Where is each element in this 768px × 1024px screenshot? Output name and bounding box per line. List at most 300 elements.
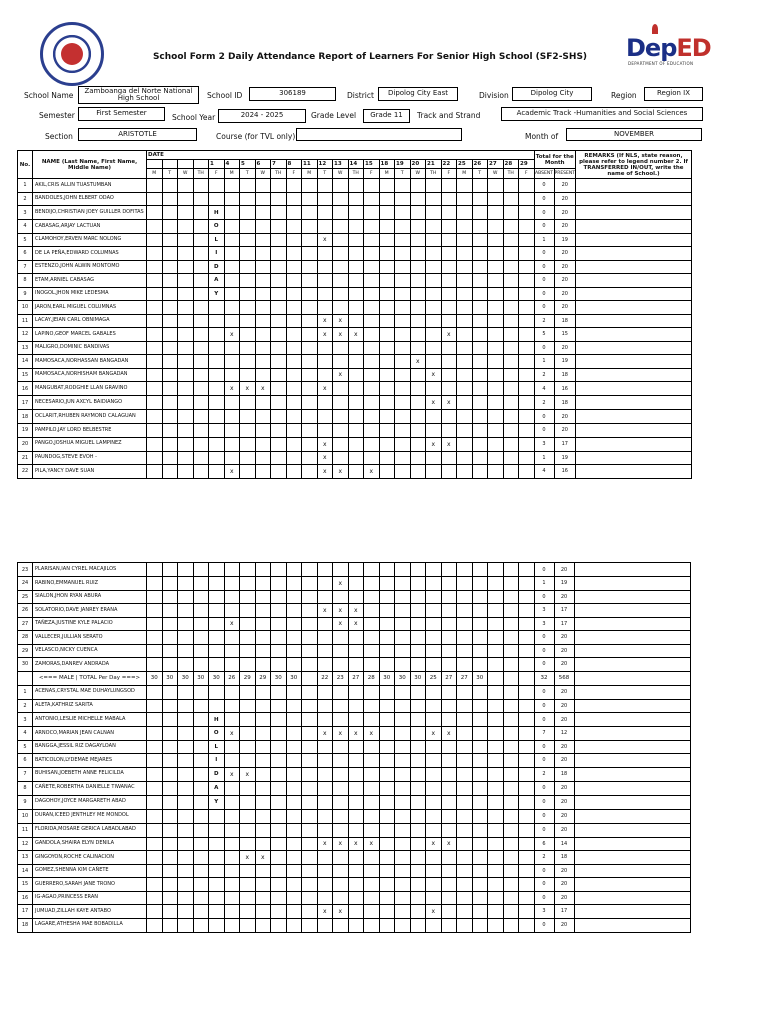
attendance-cell <box>519 905 535 919</box>
total-month-header: Total for the Month <box>534 151 576 169</box>
attendance-cell <box>209 355 225 369</box>
absent-count: 0 <box>534 685 554 699</box>
attendance-cell <box>488 878 504 892</box>
attendance-cell <box>178 699 194 713</box>
remarks-cell <box>574 631 690 645</box>
attendance-cell <box>519 740 535 754</box>
attendance-cell <box>147 604 163 618</box>
attendance-cell <box>426 644 442 658</box>
learner-row <box>18 355 692 369</box>
attendance-cell <box>457 287 473 301</box>
absent-count: 1 <box>534 577 554 591</box>
division-field[interactable]: Dipolog City <box>512 87 592 101</box>
attendance-cell <box>395 274 411 288</box>
absence-mark: x <box>317 727 333 741</box>
attendance-cell <box>255 713 271 727</box>
month-field[interactable]: NOVEMBER <box>566 128 702 141</box>
attendance-cell <box>488 382 504 396</box>
attendance-cell <box>162 437 178 451</box>
attendance-cell <box>286 247 302 261</box>
attendance-cell <box>271 563 287 577</box>
attendance-cell <box>379 905 395 919</box>
learner-row <box>18 851 691 865</box>
attendance-cell <box>472 781 488 795</box>
attendance-cell <box>519 713 535 727</box>
attendance-cell <box>240 274 256 288</box>
attendance-cell <box>240 260 256 274</box>
attendance-cell <box>441 864 457 878</box>
attendance-cell <box>410 328 426 342</box>
attendance-cell <box>162 905 178 919</box>
attendance-cell <box>472 287 488 301</box>
attendance-cell <box>255 341 271 355</box>
learner-name: VALLECER,JULLIAN SERATO <box>33 631 147 645</box>
attendance-cell <box>193 851 209 865</box>
attendance-cell <box>457 220 473 234</box>
deped-logo: DepED <box>626 34 711 62</box>
attendance-cell <box>410 437 426 451</box>
learner-row <box>18 905 691 919</box>
section-field[interactable]: ARISTOTLE <box>78 128 197 141</box>
attendance-cell <box>395 590 411 604</box>
attendance-cell <box>317 410 333 424</box>
attendance-cell <box>224 563 240 577</box>
learner-number: 2 <box>18 192 33 206</box>
attendance-cell <box>317 754 333 768</box>
track-strand-field[interactable]: Academic Track -Humanities and Social Sciences <box>501 107 703 121</box>
attendance-cell <box>472 837 488 851</box>
attendance-cell <box>302 878 318 892</box>
attendance-cell <box>472 905 488 919</box>
attendance-cell <box>162 795 178 809</box>
attendance-cell <box>410 274 426 288</box>
date-number <box>193 160 209 169</box>
attendance-cell <box>395 341 411 355</box>
attendance-cell <box>178 644 194 658</box>
attendance-cell <box>410 604 426 618</box>
attendance-cell <box>519 685 535 699</box>
attendance-table-page-2 <box>17 562 691 933</box>
attendance-cell <box>240 355 256 369</box>
attendance-cell <box>147 410 163 424</box>
attendance-cell <box>379 341 395 355</box>
learner-name: ALETA,KATHRIZ SARITA <box>33 699 147 713</box>
attendance-cell <box>410 287 426 301</box>
attendance-cell <box>364 314 380 328</box>
attendance-cell <box>255 179 271 193</box>
learner-name: FLORIDA,MOSARE GERICA LABADLABAD <box>33 823 147 837</box>
attendance-cell <box>302 631 318 645</box>
absence-mark: x <box>317 905 333 919</box>
attendance-cell <box>348 918 364 932</box>
attendance-cell <box>286 368 302 382</box>
attendance-cell <box>426 577 442 591</box>
learner-row <box>18 396 692 410</box>
attendance-cell <box>441 382 457 396</box>
attendance-cell <box>147 192 163 206</box>
attendance-cell <box>410 206 426 220</box>
attendance-cell <box>255 878 271 892</box>
attendance-cell <box>426 382 442 396</box>
attendance-cell <box>147 382 163 396</box>
male-daily-total <box>503 671 519 685</box>
attendance-cell <box>224 179 240 193</box>
attendance-cell <box>271 192 287 206</box>
remarks-cell <box>574 864 690 878</box>
grade-level-field[interactable]: Grade 11 <box>363 109 410 123</box>
attendance-cell <box>426 465 442 479</box>
attendance-cell <box>147 754 163 768</box>
learner-name: NECESARIO,JUN AXCYL BAIDIANGO <box>33 396 147 410</box>
date-number: 21 <box>426 160 442 169</box>
attendance-cell <box>395 382 411 396</box>
attendance-cell <box>410 823 426 837</box>
remarks-cell <box>576 368 692 382</box>
attendance-cell <box>255 837 271 851</box>
attendance-cell <box>193 631 209 645</box>
attendance-cell <box>162 368 178 382</box>
attendance-cell <box>178 396 194 410</box>
absence-mark: x <box>333 368 349 382</box>
attendance-cell <box>178 685 194 699</box>
male-daily-total: 27 <box>441 671 457 685</box>
attendance-cell <box>302 233 318 247</box>
attendance-cell <box>348 179 364 193</box>
attendance-cell <box>379 368 395 382</box>
attendance-cell <box>488 809 504 823</box>
school-year-field[interactable]: 2024 - 2025 <box>218 109 306 123</box>
no-header: No. <box>18 151 33 179</box>
attendance-cell <box>364 590 380 604</box>
district-field[interactable]: Dipolog City East <box>378 87 458 101</box>
absent-count: 0 <box>534 301 554 315</box>
attendance-cell <box>364 918 380 932</box>
remarks-cell <box>574 809 690 823</box>
present-count: 16 <box>554 465 576 479</box>
male-daily-total: 30 <box>209 671 225 685</box>
attendance-cell <box>441 905 457 919</box>
absence-mark: x <box>426 727 442 741</box>
school-name-field[interactable]: Zamboanga del Norte National High School <box>78 86 199 104</box>
date-header: DATE <box>147 151 535 160</box>
learner-name: MAMOSACA,NORHASSAN BANGADAN <box>33 355 147 369</box>
attendance-cell <box>162 864 178 878</box>
track-strand-label: Track and Strand <box>417 111 481 120</box>
absent-count: 1 <box>534 233 554 247</box>
learner-number: 5 <box>18 740 33 754</box>
attendance-cell <box>519 699 535 713</box>
learner-number: 25 <box>18 590 33 604</box>
attendance-cell <box>410 781 426 795</box>
attendance-cell <box>286 767 302 781</box>
attendance-cell <box>426 740 442 754</box>
course-field[interactable] <box>296 128 462 141</box>
attendance-cell <box>364 451 380 465</box>
attendance-cell <box>240 918 256 932</box>
attendance-cell <box>193 767 209 781</box>
attendance-cell <box>457 301 473 315</box>
attendance-cell <box>240 233 256 247</box>
attendance-cell <box>457 781 473 795</box>
attendance-cell <box>271 658 287 672</box>
attendance-cell <box>488 341 504 355</box>
absence-mark: x <box>333 837 349 851</box>
attendance-cell <box>488 233 504 247</box>
attendance-cell <box>488 260 504 274</box>
attendance-cell <box>488 823 504 837</box>
attendance-cell <box>488 617 504 631</box>
attendance-cell <box>147 713 163 727</box>
attendance-cell <box>162 233 178 247</box>
attendance-cell <box>162 604 178 618</box>
learner-number: 10 <box>18 301 33 315</box>
attendance-cell <box>519 644 535 658</box>
attendance-cell <box>472 341 488 355</box>
district-label: District <box>347 91 374 100</box>
attendance-cell <box>410 878 426 892</box>
attendance-cell <box>410 220 426 234</box>
learner-row <box>18 341 692 355</box>
attendance-cell <box>162 713 178 727</box>
attendance-cell <box>441 713 457 727</box>
attendance-cell <box>209 631 225 645</box>
attendance-cell <box>147 437 163 451</box>
absent-count: 0 <box>534 658 554 672</box>
attendance-cell <box>317 713 333 727</box>
present-count: 17 <box>554 437 576 451</box>
learner-number: 30 <box>18 658 33 672</box>
absent-count: 0 <box>534 424 554 438</box>
day-letter: M <box>379 169 395 179</box>
learner-name: PAMPILO,JAY LORD BELBESTRE <box>33 424 147 438</box>
attendance-cell <box>457 577 473 591</box>
attendance-cell <box>302 206 318 220</box>
present-count: 18 <box>554 396 576 410</box>
attendance-cell <box>147 644 163 658</box>
learner-number: 3 <box>18 206 33 220</box>
attendance-cell <box>503 837 519 851</box>
present-count: 20 <box>554 795 574 809</box>
attendance-cell <box>240 179 256 193</box>
attendance-cell <box>209 864 225 878</box>
attendance-cell <box>395 658 411 672</box>
learner-number: 13 <box>18 851 33 865</box>
attendance-cell <box>193 713 209 727</box>
learner-row <box>18 192 692 206</box>
learner-row <box>18 382 692 396</box>
learner-name: PLARISAN,IAN CYREL MACAJILOS <box>33 563 147 577</box>
attendance-cell <box>302 740 318 754</box>
attendance-cell <box>410 424 426 438</box>
attendance-cell <box>410 713 426 727</box>
attendance-cell <box>457 631 473 645</box>
attendance-cell <box>147 328 163 342</box>
attendance-cell <box>333 823 349 837</box>
attendance-cell <box>240 781 256 795</box>
attendance-cell <box>441 424 457 438</box>
attendance-cell <box>519 410 535 424</box>
attendance-cell <box>472 604 488 618</box>
present-count: 12 <box>554 727 574 741</box>
attendance-cell <box>240 577 256 591</box>
attendance-cell <box>255 631 271 645</box>
attendance-cell <box>302 604 318 618</box>
remarks-cell <box>576 328 692 342</box>
attendance-cell <box>503 754 519 768</box>
attendance-cell <box>426 891 442 905</box>
attendance-cell <box>348 314 364 328</box>
absence-mark: x <box>333 905 349 919</box>
attendance-cell <box>271 287 287 301</box>
attendance-cell <box>255 685 271 699</box>
attendance-cell <box>348 577 364 591</box>
attendance-cell <box>302 754 318 768</box>
attendance-cell <box>503 424 519 438</box>
attendance-cell <box>410 260 426 274</box>
attendance-cell <box>472 192 488 206</box>
attendance-cell <box>503 617 519 631</box>
attendance-cell <box>271 878 287 892</box>
attendance-cell <box>162 809 178 823</box>
attendance-cell <box>147 247 163 261</box>
attendance-cell <box>317 301 333 315</box>
absence-mark: x <box>333 314 349 328</box>
attendance-cell <box>178 382 194 396</box>
attendance-cell <box>441 740 457 754</box>
present-count: 17 <box>554 905 574 919</box>
attendance-cell <box>147 424 163 438</box>
attendance-cell <box>364 878 380 892</box>
section-label: Section <box>45 132 73 141</box>
attendance-cell <box>410 658 426 672</box>
attendance-cell <box>503 767 519 781</box>
attendance-cell <box>379 795 395 809</box>
attendance-cell <box>364 795 380 809</box>
attendance-cell <box>224 410 240 424</box>
attendance-cell <box>255 740 271 754</box>
attendance-cell <box>488 424 504 438</box>
attendance-cell <box>457 837 473 851</box>
attendance-cell <box>503 465 519 479</box>
school-id-field[interactable]: 306189 <box>249 87 336 101</box>
learner-name: BANDOLES,JOHN ELBERT ODAO <box>33 192 147 206</box>
attendance-cell <box>240 328 256 342</box>
learner-number: 23 <box>18 563 33 577</box>
attendance-cell <box>503 233 519 247</box>
attendance-cell <box>395 604 411 618</box>
attendance-cell <box>348 220 364 234</box>
attendance-cell <box>410 396 426 410</box>
attendance-cell <box>333 851 349 865</box>
attendance-cell <box>271 437 287 451</box>
attendance-cell <box>395 465 411 479</box>
grade-level-label: Grade Level <box>311 111 357 120</box>
absent-count: 0 <box>534 563 554 577</box>
absent-count: 0 <box>534 410 554 424</box>
attendance-cell <box>379 451 395 465</box>
attendance-cell <box>240 287 256 301</box>
present-count: 20 <box>554 410 576 424</box>
attendance-cell <box>472 451 488 465</box>
attendance-cell <box>286 658 302 672</box>
learner-name: GUERRERO,SARAH JANE TRONO <box>33 878 147 892</box>
day-letter: M <box>457 169 473 179</box>
attendance-cell <box>410 631 426 645</box>
attendance-cell <box>178 727 194 741</box>
semester-field[interactable]: First Semester <box>78 107 165 121</box>
attendance-cell <box>364 274 380 288</box>
present-count: 16 <box>554 382 576 396</box>
region-field[interactable]: Region IX <box>644 87 703 101</box>
attendance-cell <box>410 809 426 823</box>
attendance-cell <box>255 727 271 741</box>
attendance-cell <box>519 314 535 328</box>
attendance-cell <box>255 396 271 410</box>
absence-mark: x <box>441 727 457 741</box>
course-label: Course (for TVL only) <box>216 132 296 141</box>
attendance-cell <box>286 179 302 193</box>
attendance-cell <box>503 179 519 193</box>
attendance-cell <box>457 795 473 809</box>
attendance-cell <box>333 424 349 438</box>
attendance-cell <box>162 355 178 369</box>
attendance-cell <box>286 396 302 410</box>
attendance-cell <box>348 233 364 247</box>
attendance-cell <box>209 396 225 410</box>
attendance-cell <box>178 301 194 315</box>
attendance-cell <box>162 192 178 206</box>
attendance-cell <box>503 878 519 892</box>
attendance-cell <box>317 644 333 658</box>
attendance-cell <box>457 192 473 206</box>
attendance-cell <box>488 781 504 795</box>
attendance-cell <box>395 631 411 645</box>
attendance-cell <box>147 837 163 851</box>
attendance-cell <box>519 247 535 261</box>
attendance-cell <box>348 382 364 396</box>
attendance-cell <box>488 314 504 328</box>
date-number: 5 <box>240 160 256 169</box>
attendance-cell <box>395 727 411 741</box>
attendance-cell <box>224 837 240 851</box>
attendance-cell <box>488 179 504 193</box>
day-letter: M <box>147 169 163 179</box>
learner-row <box>18 465 692 479</box>
attendance-cell <box>457 685 473 699</box>
attendance-cell <box>302 301 318 315</box>
attendance-cell <box>178 878 194 892</box>
attendance-cell <box>224 233 240 247</box>
attendance-cell <box>457 233 473 247</box>
attendance-cell <box>255 368 271 382</box>
attendance-cell <box>147 905 163 919</box>
attendance-cell <box>410 301 426 315</box>
attendance-cell <box>364 905 380 919</box>
date-number: 19 <box>395 160 411 169</box>
attendance-cell <box>255 355 271 369</box>
attendance-cell <box>317 740 333 754</box>
absent-count: 0 <box>534 206 554 220</box>
attendance-cell <box>178 192 194 206</box>
present-count: 20 <box>554 878 574 892</box>
attendance-cell <box>395 617 411 631</box>
attendance-cell <box>209 301 225 315</box>
attendance-cell <box>255 823 271 837</box>
absence-mark: x <box>240 382 256 396</box>
attendance-cell <box>472 247 488 261</box>
learner-name: ARNOCO,MARIAN JEAN CALNAN <box>33 727 147 741</box>
learner-number: 9 <box>18 795 33 809</box>
